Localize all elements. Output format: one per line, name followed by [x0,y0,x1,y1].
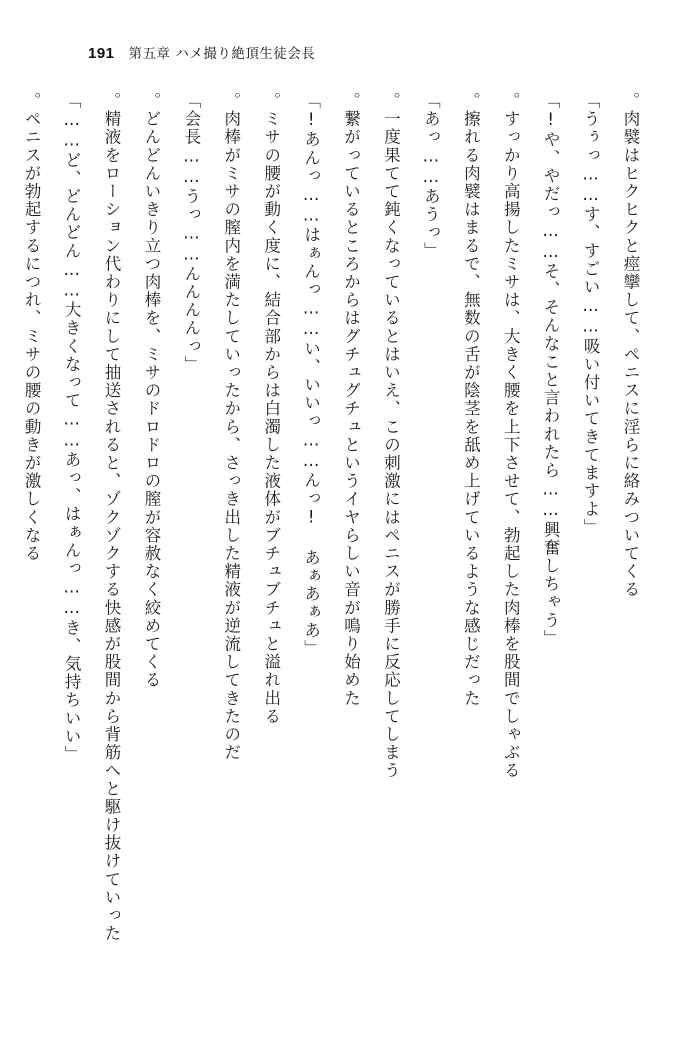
paragraph: ミサの腰が動く度に、結合部からは白濁した液体がブチュブチュと溢れ出る。 [261,92,281,726]
paragraph: 「や、やだっ……そ、そんなこと言われたら……興奮しちゃう!」 [541,92,561,648]
chapter-title: 第五章 ハメ撮り絶頂生徒会長 [128,46,316,62]
paragraph: 繋がっているところからはグチュグチュというイヤらしい音が鳴り始めた。 [341,92,361,708]
page-number: 191 [88,45,115,62]
paragraph: 肉棒がミサの膣内を満たしていったから、さっき出した精液が逆流してきたのだ。 [221,92,241,762]
paragraph: 一度果てて鈍くなっているとはいえ、この刺激にはペニスが勝手に反応してしまう。 [381,92,401,780]
page-body [22,92,650,992]
paragraph: 「うぅっ……す、すごい……吸い付いてきてますよ」 [581,92,601,537]
paragraph: 「あんっ……はぁんっ……い、いいっ……んっ! あぁあぁあ!」 [301,92,321,658]
paragraph: 「ど、どんどん……大きくなって……あっ、はぁんっ……き、気持ちいい……」 [62,92,82,764]
paragraph: 精液をローション代わりにして抽送されると、ゾクゾクする快感が股間から背筋へと駆け抜けていった。 [102,92,122,943]
vertical-text-block [11,92,650,972]
paragraph: 擦れる肉襞はまるで、無数の舌が陰茎を舐め上げているような感じだった。 [461,92,481,708]
paragraph: 「あっ……あうっ」 [421,92,441,260]
running-head [88,42,315,62]
paragraph: どんどんいきり立つ肉棒を、ミサのドロドロの膣が容赦なく絞めてくる。 [141,92,161,690]
paragraph: すっかり高揚したミサは、大きく腰を上下させて、勃起した肉棒を股間でしゃぶる。 [501,92,521,780]
paragraph: 「会長……うっ……んんんんっ」 [181,92,201,374]
paragraph: ペニスが勃起するにつれ、ミサの腰の動きが激しくなる。 [22,92,42,563]
paragraph: 肉襞はヒクヒクと痙攣して、ペニスに淫らに絡みついてくる。 [621,92,640,599]
